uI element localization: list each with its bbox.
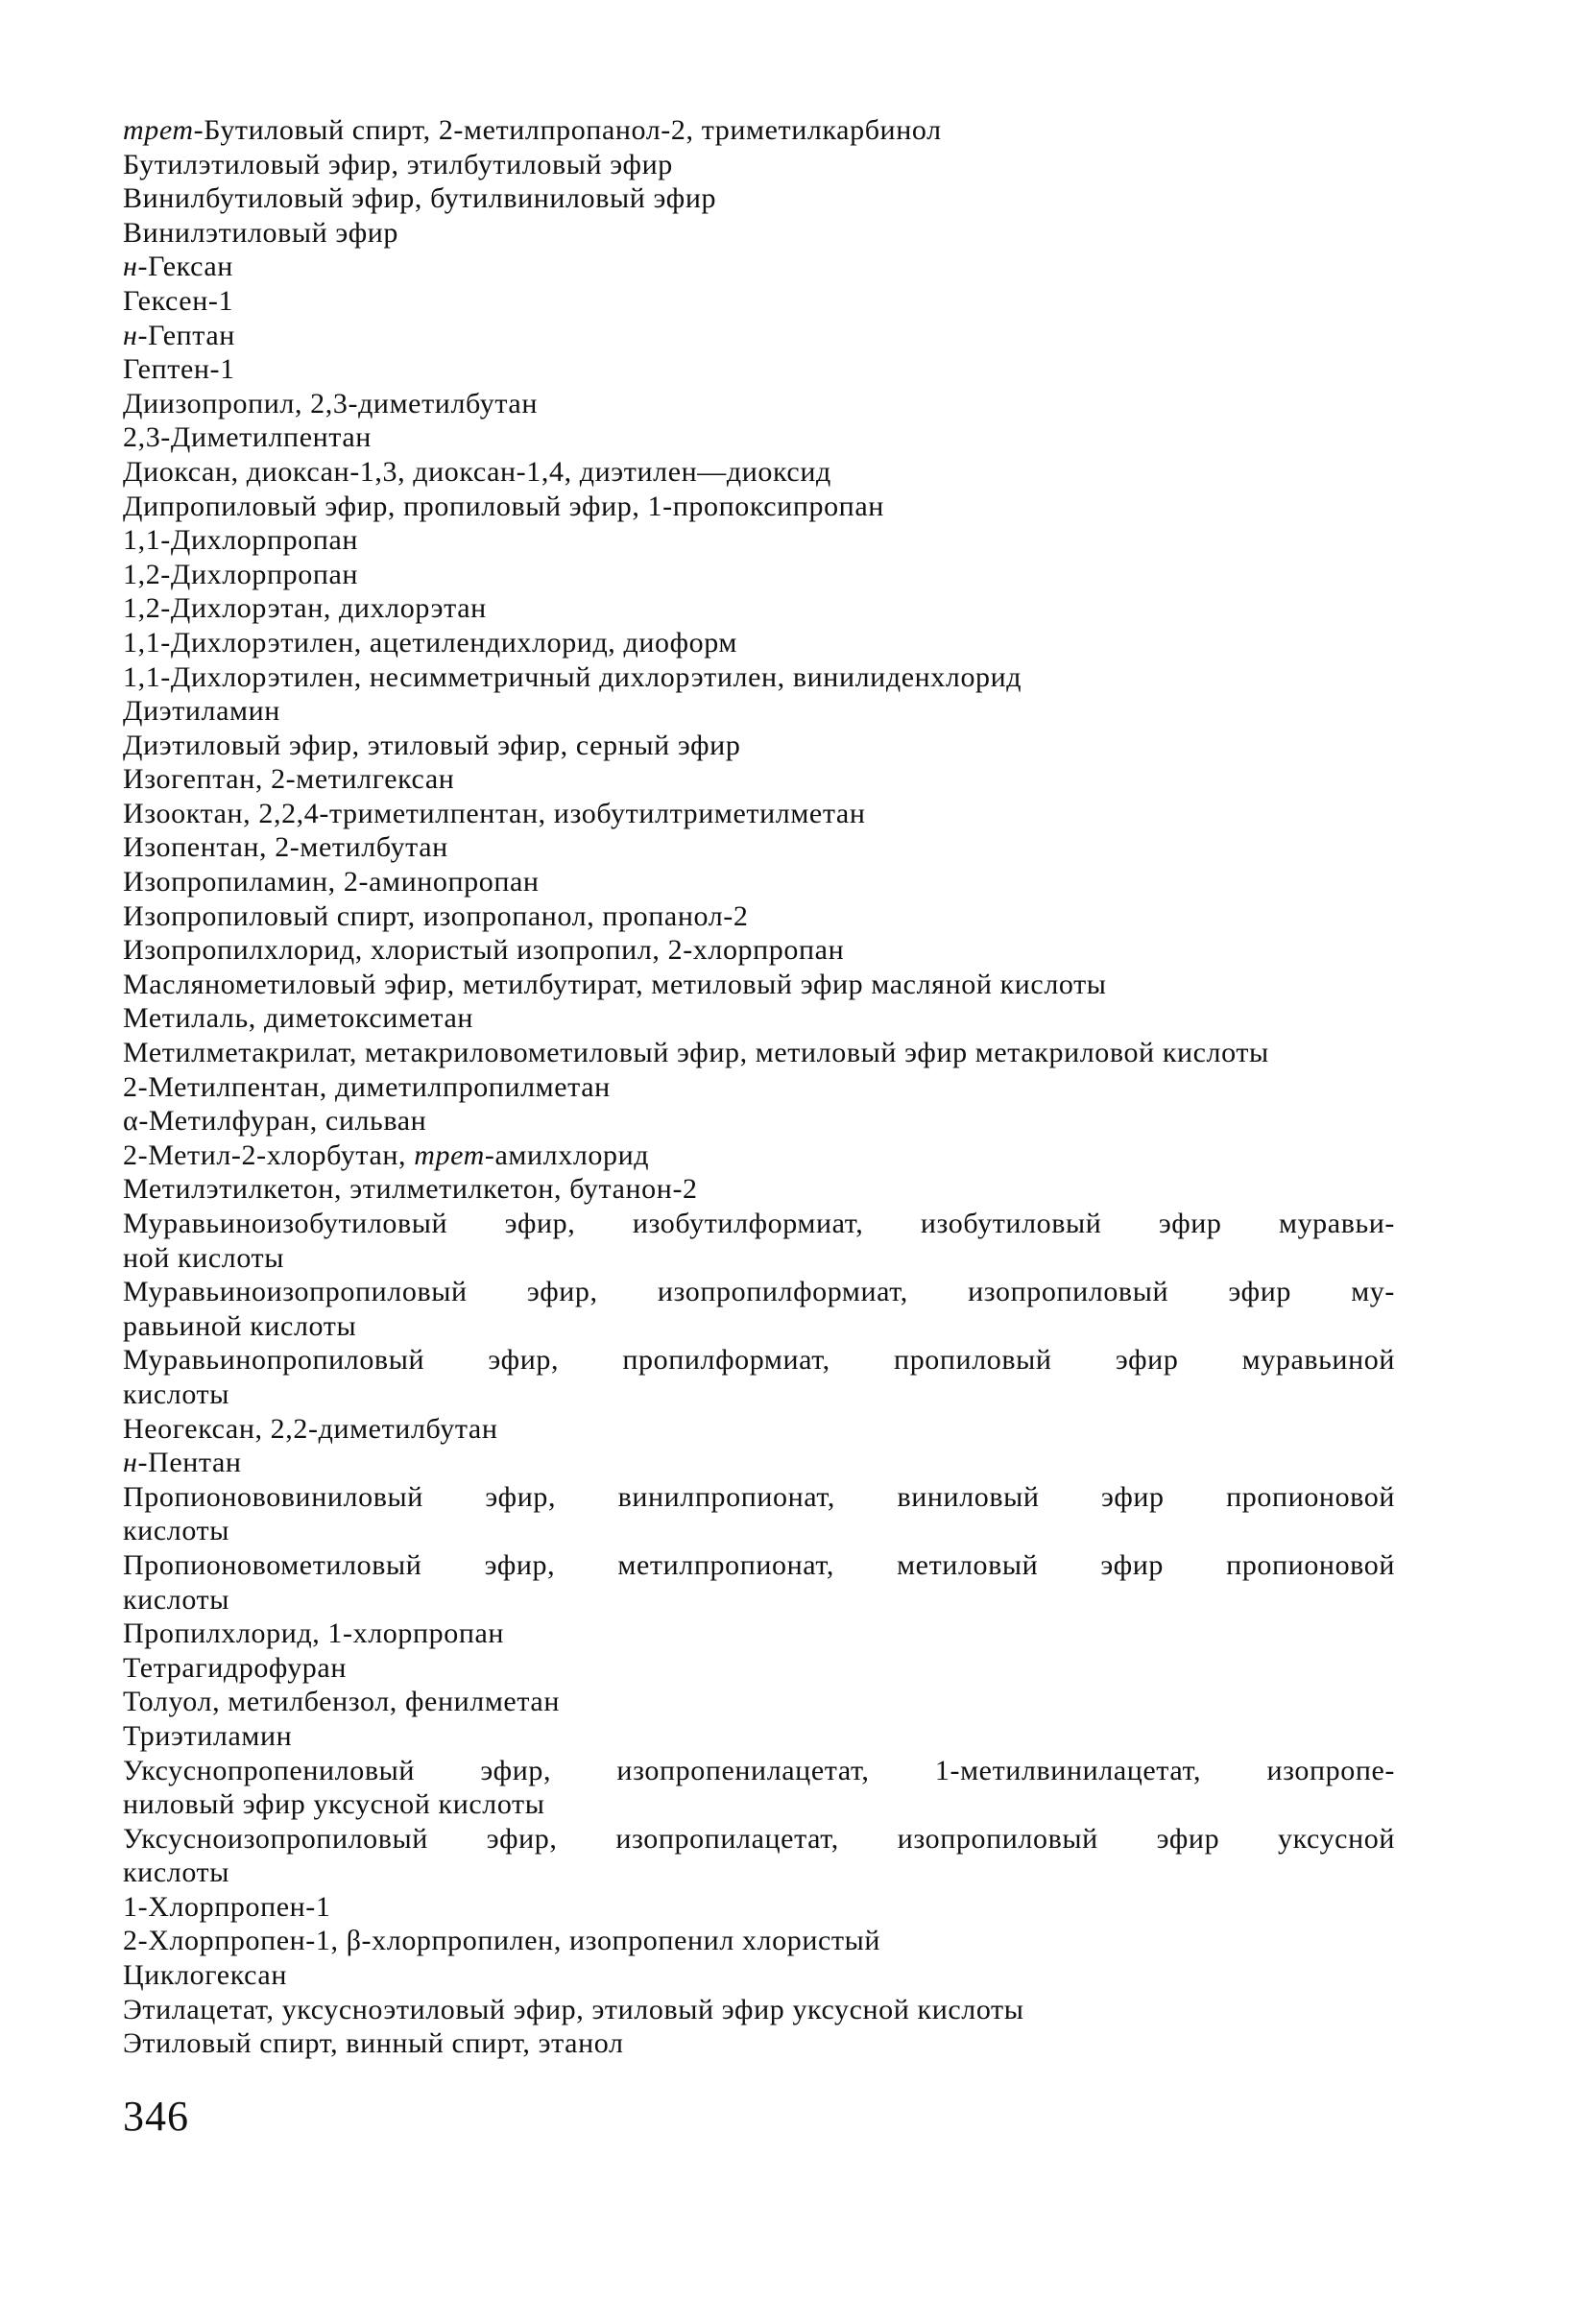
entry-text: Метилметакрилат, метакриловометиловый эфир, метиловый эфир метакриловой кислоты — [123, 1037, 1269, 1069]
entry-text: Диизопропил, 2,3-диметилбутан — [123, 387, 538, 419]
list-item — [123, 830, 1467, 865]
list-item — [123, 1480, 1467, 1548]
entry-text: Триэтиламин — [123, 1719, 293, 1752]
list-item — [123, 1070, 1467, 1105]
entry-line — [123, 1924, 1467, 1958]
entry-text: Винилэтиловый эфир — [123, 216, 399, 249]
entry-text: 2-Метил-2-хлорбутан, — [123, 1138, 415, 1171]
entry-text: Циклогексан — [123, 1959, 287, 1992]
entry-line — [123, 591, 1467, 626]
entry-line — [123, 420, 1467, 455]
entry-line — [123, 1480, 1395, 1515]
list-item — [123, 455, 1467, 490]
entry-line — [123, 387, 1467, 421]
entry-line — [123, 694, 1467, 729]
entry-line — [123, 899, 1467, 934]
entry-continuation: ниловый эфир уксусной кислоты — [123, 1788, 545, 1821]
entry-line — [123, 1070, 1467, 1105]
entry-line — [123, 797, 1467, 831]
entry-line — [123, 1104, 1467, 1138]
list-item — [123, 113, 1467, 148]
entry-text: α-Метилфуран, сильван — [123, 1105, 427, 1138]
entry-text: Изопропиламин, 2-аминопропан — [123, 866, 540, 898]
entry-text: Гексен-1 — [123, 284, 234, 317]
entry-line — [123, 865, 1467, 899]
list-item — [123, 797, 1467, 831]
entry-text: Муравьинопропиловый эфир, пропилформиат, пропиловый эфир муравьиной — [123, 1344, 1395, 1377]
entry-text: Метилаль, диметоксиметан — [123, 1002, 474, 1035]
entry-line — [123, 660, 1467, 695]
entry-text: Толуол, метилбензол, фенилметан — [123, 1686, 560, 1718]
entry-line — [123, 113, 1467, 148]
entry-text: Уксусноизопропиловый эфир, изопропилацетат, изопропиловый эфир уксусной — [123, 1822, 1395, 1855]
list-item — [123, 1822, 1467, 1890]
list-item — [123, 1207, 1467, 1275]
list-item — [123, 1001, 1467, 1036]
entry-text: 2,3-Диметилпентан — [123, 421, 372, 454]
entry-text: Изопропиловый спирт, изопропанол, пропанол-2 — [123, 899, 749, 932]
entry-line — [123, 1754, 1395, 1788]
entry-line — [123, 319, 1467, 353]
entry-text: 1,1-Дихлорэтилен, несимметричный дихлорэтилен, винилиденхлорид — [123, 660, 1022, 693]
list-item — [123, 250, 1467, 284]
list-item — [123, 1446, 1467, 1480]
solvent-name-list — [123, 113, 1467, 2061]
list-item — [123, 490, 1467, 524]
list-item — [123, 1890, 1467, 1925]
entry-text: Пропионововиниловый эфир, винилпропионат, виниловый эфир пропионовой — [123, 1480, 1395, 1513]
entry-text: Изооктан, 2,2,4-триметилпентан, изобутилтриметилметан — [123, 797, 866, 829]
entry-line — [123, 523, 1467, 558]
entry-text: Пропилхлорид, 1-хлорпропан — [123, 1617, 505, 1650]
entry-line — [123, 1617, 1467, 1651]
entry-line — [123, 1958, 1467, 1993]
list-item — [123, 319, 1467, 353]
page-number: 346 — [123, 2093, 189, 2140]
entry-text: Гептан — [148, 319, 235, 351]
list-item — [123, 1172, 1467, 1207]
list-item — [123, 1754, 1467, 1822]
list-item — [123, 284, 1467, 319]
entry-line — [123, 1343, 1395, 1378]
entry-continuation: ной кислоты — [123, 1241, 284, 1274]
list-item — [123, 933, 1467, 968]
entry-line — [123, 1138, 1467, 1173]
entry-text: Диоксан, диоксан-1,3, диоксан-1,4, диэтилен—диоксид — [123, 455, 831, 488]
list-item — [123, 626, 1467, 660]
entry-line — [123, 284, 1467, 319]
list-item — [123, 148, 1467, 182]
list-item — [123, 729, 1467, 763]
list-item — [123, 352, 1467, 387]
entry-line — [123, 250, 1467, 284]
entry-text: 1,1-Дихлорпропан — [123, 524, 359, 557]
entry-line — [123, 1651, 1467, 1686]
entry-text: Муравьиноизобутиловый эфир, изобутилформиат, изобутиловый эфир муравьи- — [123, 1208, 1395, 1239]
entry-text: Изопентан, 2-метилбутан — [123, 831, 448, 864]
entry-text: Неогексан, 2,2-диметилбутан — [123, 1412, 498, 1445]
entry-continuation: кислоты — [123, 1857, 229, 1889]
list-item — [123, 1651, 1467, 1686]
entry-continuation: кислоты — [123, 1515, 229, 1547]
list-item — [123, 899, 1467, 934]
entry-text: Бутиловый спирт, 2-метилпропанол-2, триметилкарбинол — [204, 114, 942, 146]
entry-line — [123, 181, 1467, 216]
list-item — [123, 694, 1467, 729]
entry-line — [123, 1036, 1467, 1070]
entry-line — [123, 1275, 1395, 1309]
entry-text: Гексан — [148, 251, 233, 283]
entry-continuation: кислоты — [123, 1378, 229, 1410]
list-item — [123, 1685, 1467, 1719]
list-item — [123, 1924, 1467, 1958]
entry-text: Гептен-1 — [123, 353, 235, 386]
entry-line — [123, 1890, 1467, 1925]
list-item — [123, 968, 1467, 1002]
entry-line — [123, 490, 1467, 524]
entry-continuation: кислоты — [123, 1583, 229, 1616]
entry-line — [123, 626, 1467, 660]
entry-line — [123, 830, 1467, 865]
entry-line — [123, 729, 1467, 763]
entry-line — [123, 455, 1467, 490]
entry-line — [123, 1719, 1467, 1754]
entry-text: Тетрагидрофуран — [123, 1651, 347, 1684]
entry-text: Уксуснопропениловый эфир, изопропенилацетат, 1-метилвинилацетат, изопропе- — [123, 1754, 1395, 1786]
entry-line — [123, 148, 1467, 182]
entry-text: Маслянометиловый эфир, метилбутират, метиловый эфир масляной кислоты — [123, 968, 1107, 1000]
list-item — [123, 420, 1467, 455]
entry-text: Бутилэтиловый эфир, этилбутиловый эфир — [123, 148, 673, 180]
entry-suffix: амилхлорид — [494, 1138, 650, 1171]
entry-line — [123, 1822, 1395, 1857]
list-item — [123, 1275, 1467, 1343]
list-item — [123, 387, 1467, 421]
entry-line — [123, 1685, 1467, 1719]
list-item — [123, 1617, 1467, 1651]
entry-line — [123, 1446, 1467, 1480]
entry-text: 2-Хлорпропен-1, β-хлорпропилен, изопропенил хлористый — [123, 1925, 881, 1957]
entry-text: Пропионовометиловый эфир, метилпропионат, метиловый эфир пропионовой — [123, 1548, 1395, 1581]
entry-line — [123, 1412, 1467, 1447]
list-item — [123, 1412, 1467, 1447]
entry-line — [123, 1172, 1467, 1207]
entry-text: Пентан — [148, 1447, 242, 1479]
entry-text: Этиловый спирт, винный спирт, этанол — [123, 2027, 624, 2060]
list-item — [123, 1993, 1467, 2027]
entry-text: Диэтиловый эфир, этиловый эфир, серный эфир — [123, 729, 741, 761]
list-item — [123, 2026, 1467, 2061]
entry-text: Метилэтилкетон, этилметилкетон, бутанон-2 — [123, 1173, 698, 1206]
entry-text: Дипропиловый эфир, пропиловый эфир, 1-пропоксипропан — [123, 490, 884, 522]
entry-prefix: н- — [123, 1447, 149, 1479]
list-item — [123, 1343, 1467, 1411]
entry-text: Этилацетат, уксусноэтиловый эфир, этиловый эфир уксусной кислоты — [123, 1993, 1024, 2025]
list-item — [123, 181, 1467, 216]
entry-text: 2-Метилпентан, диметилпропилметан — [123, 1070, 611, 1103]
entry-line — [123, 352, 1467, 387]
entry-text: 1-Хлорпропен-1 — [123, 1890, 331, 1923]
entry-line — [123, 1207, 1395, 1241]
entry-text: Муравьиноизопропиловый эфир, изопропилформиат, изопропиловый эфир му- — [123, 1276, 1395, 1308]
entry-line — [123, 1993, 1467, 2027]
entry-line — [123, 2026, 1467, 2061]
entry-text: Изопропилхлорид, хлористый изопропил, 2-хлорпропан — [123, 934, 845, 967]
list-item — [123, 660, 1467, 695]
list-item — [123, 1104, 1467, 1138]
entry-line — [123, 762, 1467, 797]
entry-text: Винилбутиловый эфир, бутилвиниловый эфир — [123, 182, 717, 215]
list-item — [123, 1036, 1467, 1070]
entry-continuation: равьиной кислоты — [123, 1309, 357, 1342]
list-item — [123, 216, 1467, 251]
entry-italic-prefix: трет- — [414, 1138, 495, 1171]
entry-prefix: н- — [123, 251, 149, 283]
list-item — [123, 865, 1467, 899]
list-item — [123, 1548, 1467, 1617]
entry-line — [123, 1001, 1467, 1036]
entry-line — [123, 1548, 1395, 1583]
entry-text: 1,1-Дихлорэтилен, ацетилендихлорид, диоформ — [123, 626, 737, 659]
list-item — [123, 762, 1467, 797]
entry-text: Диэтиламин — [123, 695, 280, 728]
entry-text: 1,2-Дихлорэтан, дихлорэтан — [123, 592, 487, 625]
entry-prefix: н- — [123, 319, 149, 351]
list-item — [123, 1138, 1467, 1173]
entry-line — [123, 933, 1467, 968]
list-item — [123, 1719, 1467, 1754]
list-item — [123, 523, 1467, 558]
entry-prefix: трет- — [123, 114, 204, 146]
entry-text: Изогептан, 2-метилгексан — [123, 763, 455, 796]
entry-line — [123, 558, 1467, 592]
entry-line — [123, 216, 1467, 251]
entry-text: 1,2-Дихлорпропан — [123, 558, 359, 590]
list-item — [123, 1958, 1467, 1993]
list-item — [123, 558, 1467, 592]
list-item — [123, 591, 1467, 626]
entry-line — [123, 968, 1467, 1002]
